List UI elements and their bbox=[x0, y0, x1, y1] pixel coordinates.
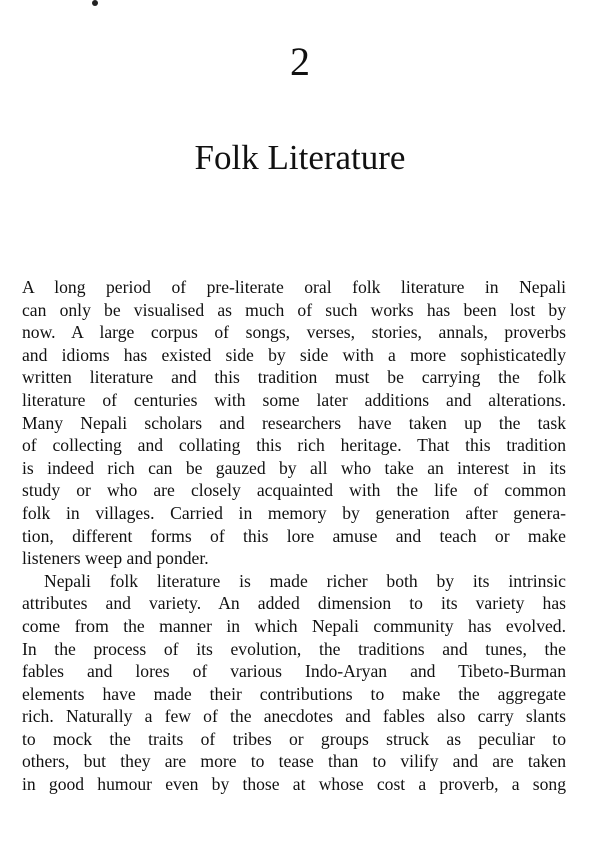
chapter-title: Folk Literature bbox=[194, 138, 406, 177]
text-line: now. A large corpus of songs, verses, stories, annals, proverbs bbox=[22, 322, 566, 343]
text-line: In the process of its evolution, the traditions and tunes, the bbox=[22, 638, 566, 659]
text-line: fables and lores of various Indo-Aryan and Tibeto-Burman bbox=[22, 661, 566, 682]
text-line: is indeed rich can be gauzed by all who take an interest in its bbox=[22, 457, 566, 478]
text-line: come from the manner in which Nepali community has evolved. bbox=[22, 615, 566, 636]
text-line: listeners weep and ponder. bbox=[22, 548, 209, 569]
text-line: Nepali folk literature is made richer both by its intrinsic bbox=[44, 570, 566, 591]
text-line: can only be visualised as much of such works has been lost by bbox=[22, 299, 566, 320]
text-line: and idioms has existed side by side with a more sophisticatedly bbox=[22, 344, 566, 365]
text-line: written literature and this tradition must be carrying the folk bbox=[22, 367, 566, 388]
text-line: study or who are closely acquainted with the life of common bbox=[22, 480, 566, 501]
text-line: A long period of pre-literate oral folk literature in Nepali bbox=[22, 277, 566, 297]
text-line: folk in villages. Carried in memory by generation after genera- bbox=[22, 502, 566, 523]
text-line: others, but they are more to tease than to vilify and are taken bbox=[22, 751, 566, 772]
text-line: rich. Naturally a few of the anecdotes and fables also carry slants bbox=[22, 706, 566, 727]
corner-mark bbox=[92, 0, 98, 6]
text-line: elements have made their contributions to make the aggregate bbox=[22, 683, 566, 704]
paragraph-1 bbox=[22, 276, 566, 570]
text-line: attributes and variety. An added dimension to its variety has bbox=[22, 593, 566, 614]
chapter-number: 2 bbox=[290, 39, 310, 84]
body-text bbox=[22, 276, 566, 796]
text-line: in good humour even by those at whose cost a proverb, a song bbox=[22, 774, 566, 795]
text-line: Many Nepali scholars and researchers have taken up the task bbox=[22, 412, 566, 433]
text-line: to mock the traits of tribes or groups struck as peculiar to bbox=[22, 728, 566, 749]
text-line: of collecting and collating this rich heritage. That this tradition bbox=[22, 435, 566, 456]
text-line: tion, different forms of this lore amuse and teach or make bbox=[22, 525, 566, 546]
text-line: literature of centuries with some later additions and alterations. bbox=[22, 389, 566, 410]
paragraph-2 bbox=[22, 570, 566, 796]
